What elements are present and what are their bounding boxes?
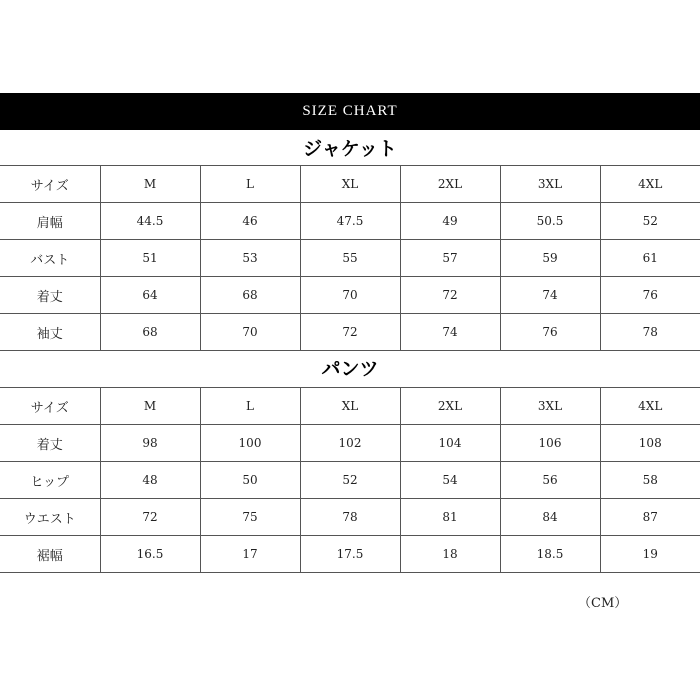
measurement-cell: 78 <box>600 314 700 351</box>
measurement-cell: 47.5 <box>300 203 400 240</box>
jacket-section-title: ジャケット <box>303 138 397 160</box>
table-row <box>0 240 700 277</box>
table-row <box>0 314 700 351</box>
measurement-cell: 18.5 <box>500 536 600 573</box>
size-header-cell: L <box>200 388 300 425</box>
measurement-cell: 54 <box>400 462 500 499</box>
measurement-cell: 102 <box>300 425 400 462</box>
size-header-cell: L <box>200 166 300 203</box>
measurement-cell: 72 <box>400 277 500 314</box>
measurement-cell: 48 <box>100 462 200 499</box>
measurement-cell: 58 <box>600 462 700 499</box>
measurement-cell: 100 <box>200 425 300 462</box>
row-label: 着丈 <box>0 277 100 314</box>
measurement-cell: 76 <box>500 314 600 351</box>
row-label: ウエスト <box>0 499 100 536</box>
size-chart-header: SIZE CHART <box>0 93 700 130</box>
measurement-cell: 84 <box>500 499 600 536</box>
measurement-cell: 74 <box>400 314 500 351</box>
measurement-cell: 98 <box>100 425 200 462</box>
row-label: サイズ <box>0 166 100 203</box>
table-row <box>0 166 700 203</box>
measurement-cell: 72 <box>100 499 200 536</box>
measurement-cell: 50.5 <box>500 203 600 240</box>
measurement-cell: 81 <box>400 499 500 536</box>
measurement-cell: 72 <box>300 314 400 351</box>
unit-note: （CM） <box>578 596 628 611</box>
row-label: 裾幅 <box>0 536 100 573</box>
table-row <box>0 277 700 314</box>
measurement-cell: 70 <box>200 314 300 351</box>
size-header-cell: M <box>100 166 200 203</box>
measurement-cell: 61 <box>600 240 700 277</box>
row-label: 袖丈 <box>0 314 100 351</box>
table-row <box>0 203 700 240</box>
size-header-cell: 3XL <box>500 166 600 203</box>
table-row <box>0 462 700 499</box>
size-header-cell: 2XL <box>400 388 500 425</box>
size-header-cell: XL <box>300 166 400 203</box>
pants-section-title: パンツ <box>321 358 379 380</box>
measurement-cell: 18 <box>400 536 500 573</box>
measurement-cell: 104 <box>400 425 500 462</box>
measurement-cell: 46 <box>200 203 300 240</box>
jacket-size-table <box>0 165 700 351</box>
measurement-cell: 17.5 <box>300 536 400 573</box>
measurement-cell: 57 <box>400 240 500 277</box>
measurement-cell: 78 <box>300 499 400 536</box>
measurement-cell: 87 <box>600 499 700 536</box>
row-label: 着丈 <box>0 425 100 462</box>
table-row <box>0 425 700 462</box>
measurement-cell: 53 <box>200 240 300 277</box>
row-label: 肩幅 <box>0 203 100 240</box>
measurement-cell: 16.5 <box>100 536 200 573</box>
row-label: ヒップ <box>0 462 100 499</box>
measurement-cell: 17 <box>200 536 300 573</box>
size-header-cell: XL <box>300 388 400 425</box>
size-header-cell: M <box>100 388 200 425</box>
size-header-cell: 4XL <box>600 388 700 425</box>
measurement-cell: 59 <box>500 240 600 277</box>
measurement-cell: 106 <box>500 425 600 462</box>
measurement-cell: 64 <box>100 277 200 314</box>
measurement-cell: 19 <box>600 536 700 573</box>
measurement-cell: 56 <box>500 462 600 499</box>
measurement-cell: 74 <box>500 277 600 314</box>
measurement-cell: 55 <box>300 240 400 277</box>
row-label: サイズ <box>0 388 100 425</box>
row-label: バスト <box>0 240 100 277</box>
size-header-cell: 4XL <box>600 166 700 203</box>
measurement-cell: 75 <box>200 499 300 536</box>
table-row <box>0 388 700 425</box>
measurement-cell: 50 <box>200 462 300 499</box>
measurement-cell: 68 <box>200 277 300 314</box>
measurement-cell: 76 <box>600 277 700 314</box>
measurement-cell: 49 <box>400 203 500 240</box>
measurement-cell: 68 <box>100 314 200 351</box>
measurement-cell: 52 <box>600 203 700 240</box>
measurement-cell: 52 <box>300 462 400 499</box>
size-header-cell: 3XL <box>500 388 600 425</box>
size-header-cell: 2XL <box>400 166 500 203</box>
table-row <box>0 499 700 536</box>
measurement-cell: 51 <box>100 240 200 277</box>
measurement-cell: 70 <box>300 277 400 314</box>
table-row <box>0 536 700 573</box>
measurement-cell: 44.5 <box>100 203 200 240</box>
pants-size-table <box>0 387 700 573</box>
measurement-cell: 108 <box>600 425 700 462</box>
